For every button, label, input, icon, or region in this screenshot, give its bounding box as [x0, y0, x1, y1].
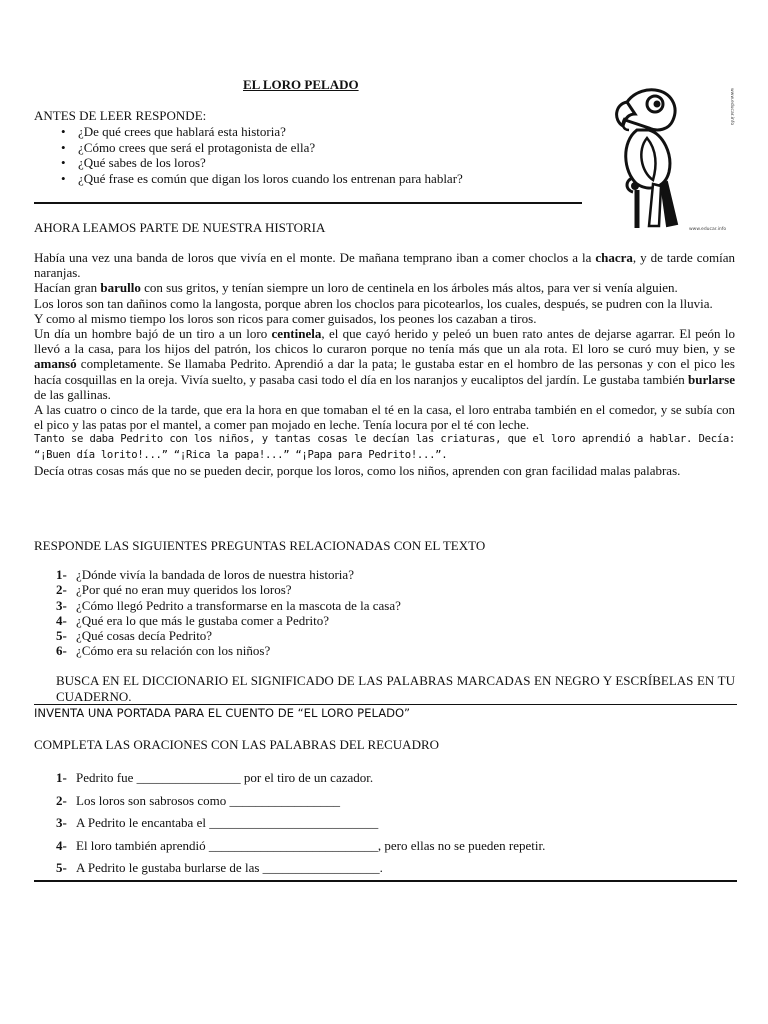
- comprehension-heading: RESPONDE LAS SIGUIENTES PREGUNTAS RELACIONADAS CON EL TEXTO: [34, 538, 486, 553]
- list-item: • ¿Qué frase es común que digan los loros cuando los entrenan para hablar?: [78, 171, 638, 187]
- story-paragraph: Los loros son tan dañinos como la langosta, porque abren los choclos para picotearlos, los cuales, después, se pudren con la lluvia.: [34, 295, 713, 311]
- pre-reading-heading: ANTES DE LEER RESPONDE:: [34, 108, 207, 123]
- list-item: 2- Los loros son sabrosos como _________________: [56, 792, 340, 808]
- story-paragraph: Había una vez una banda de loros que vivía en el monte. De mañana temprano iban a comer choclos a la chacra, y de tarde comían naranjas.: [34, 250, 735, 281]
- story-text: [34, 250, 735, 478]
- list-item: • ¿Qué sabes de los loros?: [78, 155, 638, 171]
- complete-sentences: [34, 767, 714, 880]
- list-item: 5- ¿Qué cosas decía Pedrito?: [56, 628, 213, 644]
- list-item: • ¿Cómo crees que será el protagonista de ella?: [78, 140, 638, 156]
- pre-reading-questions: [34, 124, 638, 186]
- list-item: 2- ¿Por qué no eran muy queridos los loros?: [56, 582, 292, 598]
- list-item: 4- ¿Qué era lo que más le gustaba comer a Pedrito?: [56, 612, 330, 628]
- list-item: 6- ¿Cómo era su relación con los niños?: [56, 643, 271, 659]
- story-paragraph: Tanto se daba Pedrito con los niños, y tantas cosas le decían las criaturas, que el loro aprendió a hablar. Decía: “¡Buen día lorito!...” “¡Rica la papa!...” “¡Papa para Pedrito!...”.: [34, 433, 735, 461]
- story-paragraph: Un día un hombre bajó de un tiro a un loro centinela, el que cayó herido y peleó un buen rato antes de dejarse agarrar. El peón lo llevó a la casa, para los hijos del patrón, los chicos lo curaron porque no tenía más que un ala rota. El loro se curó muy bien, y se amansó completamente. Se llamaba Pedrito. Aprendió a dar la pata; le gustaba estar en el hombro de las personas y con el pico les hacía cosquillas en la oreja. Vivía suelto, y pasaba casi todo el día en los naranjos y eucaliptos del jardín. Le gustaba también burlarse de las gallinas.: [34, 326, 735, 402]
- bold-word: centinela: [271, 326, 322, 342]
- list-item: • ¿De qué crees que hablará esta historia?: [78, 124, 638, 140]
- comprehension-questions: [34, 567, 714, 659]
- list-item: 1- ¿Dónde vivía la bandada de loros de nuestra historia?: [56, 567, 354, 582]
- list-item: 4- El loro también aprendió __________________________, pero ellas no se pueden repetir.: [56, 837, 546, 853]
- list-item: 3- A Pedrito le encantaba el __________________________: [56, 815, 379, 831]
- divider: [34, 202, 582, 204]
- story-paragraph: Decía otras cosas más que no se pueden decir, porque los loros, como los niños, aprenden con gran facilidad malas palabras.: [34, 462, 681, 478]
- page-title: EL LORO PELADO: [243, 77, 359, 92]
- bold-word: barullo: [100, 280, 141, 296]
- list-item: 1- Pedrito fue ________________ por el tiro de un cazador.: [56, 770, 374, 785]
- complete-heading: COMPLETA LAS ORACIONES CON LAS PALABRAS DEL RECUADRO: [34, 737, 440, 752]
- watermark-bottom: www.educar.info: [689, 227, 727, 232]
- bold-word: chacra: [595, 250, 633, 265]
- story-paragraph: Hacían gran barullo con sus gritos, y tenían siempre un loro de centinela en los árboles más altos, para ver si venía alguien.: [34, 280, 678, 296]
- list-item: 5- A Pedrito le gustaba burlarse de las __________________.: [56, 860, 383, 876]
- bold-word: burlarse: [688, 371, 735, 387]
- story-heading: AHORA LEAMOS PARTE DE NUESTRA HISTORIA: [34, 220, 326, 235]
- watermark-top: www.educar.info: [729, 88, 734, 126]
- dictionary-task: BUSCA EN EL DICCIONARIO EL SIGNIFICADO DE LAS PALABRAS MARCADAS EN NEGRO Y ESCRÍBELAS EN TU CUADERNO.: [56, 673, 735, 704]
- story-paragraph: Y como al mismo tiempo los loros son ricos para comer guisados, los peones los cazaban a tiros.: [34, 310, 537, 326]
- list-item: 3- ¿Cómo llegó Pedrito a transformarse en la mascota de la casa?: [56, 597, 401, 613]
- divider: [34, 704, 737, 705]
- bold-word: amansó: [34, 356, 77, 372]
- parrot-illustration: [597, 80, 737, 232]
- cover-task: INVENTA UNA PORTADA PARA EL CUENTO DE “EL LORO PELADO”: [34, 706, 410, 720]
- divider: [34, 880, 737, 882]
- story-paragraph: A las cuatro o cinco de la tarde, que era la hora en que tomaban el té en la casa, el loro entraba también en el comedor, y se subía con el pico y las patas por el mantel, a comer pan mojado en leche. Tenía locura por el té con leche.: [34, 402, 735, 433]
